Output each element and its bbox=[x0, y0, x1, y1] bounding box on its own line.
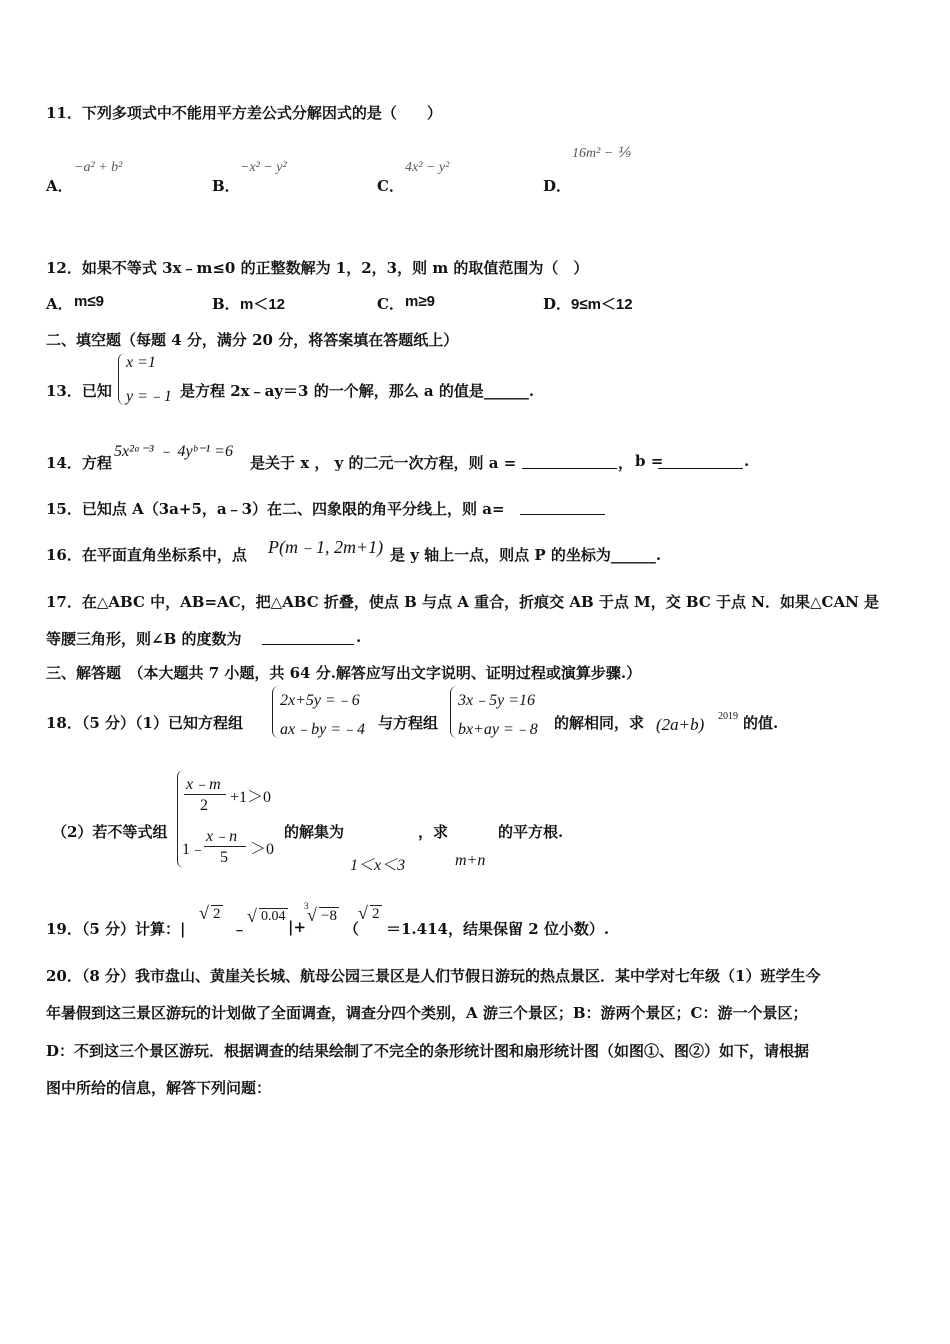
q11-option-d-label: D． bbox=[543, 177, 572, 195]
q18-ineq2-num: x﹣n bbox=[206, 828, 238, 845]
q12-option-c-expr: m≥9 bbox=[405, 293, 435, 310]
q15-blank[interactable] bbox=[520, 498, 605, 519]
q11-option-c-label: C． bbox=[377, 177, 404, 195]
q13-number: 13．已知 bbox=[46, 382, 112, 400]
q12-option-b-label: B． bbox=[212, 295, 240, 313]
q18-system1-eq1: 2x+5y =﹣6 bbox=[280, 692, 360, 709]
q19-cbrt-val: −8 bbox=[321, 908, 337, 924]
q19-sqrt004: 0.04 bbox=[261, 909, 286, 924]
q19-cbrt-index: 3 bbox=[304, 901, 309, 911]
q11-option-d-expr: 16m² − ⅑ bbox=[572, 146, 631, 161]
q19-cbrt-sign: √ bbox=[307, 905, 317, 925]
q11-option-a-label: A． bbox=[46, 177, 73, 195]
q12-option-d-expr: 9≤m＜12 bbox=[571, 296, 633, 313]
q18-solution-set: 1＜x＜3 bbox=[350, 857, 406, 874]
q19-minus: ﹣ bbox=[232, 920, 248, 938]
q13-eq2: y =﹣1 bbox=[126, 388, 172, 405]
q20-line1: 20．（8 分）我市盘山、黄崖关长城、航母公园三景区是人们节假日游玩的热点景区．某中学对七年级（1）班学生今 bbox=[46, 967, 821, 985]
q14-b-label: b = bbox=[635, 452, 664, 470]
q18-part2-label: （2）若不等式组 bbox=[52, 823, 168, 841]
q20-line2: 年暑假到这三景区游玩的计划做了全面调查，调查分四个类别，A 游三个景区；B：游两个景区；C：游一个景区； bbox=[46, 1004, 808, 1022]
q13-text: 是方程 2x﹣ay＝3 的一个解，那么 a 的值是______. bbox=[180, 382, 535, 400]
q19-number: 19．（5 分）计算：| bbox=[46, 920, 186, 938]
q19-abs-plus: |+ bbox=[288, 918, 307, 936]
q11-option-b-label: B． bbox=[212, 177, 240, 195]
q14-expr: 5x²ᵃ⁻³ ﹣ 4yᵇ⁻¹ =6 bbox=[114, 443, 233, 460]
q18-power-exp: 2019 bbox=[718, 711, 738, 722]
q20-line3: D：不到这三个景区游玩．根据调查的结果绘制了不完全的条形统计图和扇形统计图（如图①、图②）如下，请根据 bbox=[46, 1042, 810, 1060]
q12-stem: 12．如果不等式 3x﹣m≤0 的正整数解为 1，2，3，则 m 的取值范围为（ ） bbox=[46, 259, 589, 277]
q18-end-a: 的解相同，求 bbox=[554, 714, 645, 732]
q11-option-a-expr: −a² + b² bbox=[74, 160, 123, 175]
section-solve-heading: 三、解答题 （本大题共 7 小题，共 64 分.解答应写出文字说明、证明过程或演算步骤.） bbox=[46, 664, 642, 682]
q18-ineq2-pre: 1﹣ bbox=[182, 841, 207, 858]
q18-ineq2-den: 5 bbox=[220, 849, 228, 866]
q18-part2-end: 的平方根. bbox=[498, 823, 564, 841]
q18-part2-ask: ，求 bbox=[418, 823, 449, 841]
q12-option-a-label: A． bbox=[46, 295, 73, 313]
q19-sqrt-sign-3: √ bbox=[358, 903, 368, 923]
q18-number: 18．（5 分）（1）已知方程组 bbox=[46, 714, 243, 732]
q18-power-base: (2a+b) bbox=[656, 715, 705, 734]
q17-line2: 等腰三角形，则∠B 的度数为 bbox=[46, 630, 242, 648]
q12-option-b-expr: m＜12 bbox=[240, 296, 286, 313]
q14-mid: 是关于 x ， y 的二元一次方程，则 a = bbox=[250, 454, 517, 472]
q16-text: 是 y 轴上一点，则点 P 的坐标为______. bbox=[390, 546, 662, 564]
q18-ineq1-rest: +1＞0 bbox=[230, 789, 272, 806]
q14-number: 14．方程 bbox=[46, 454, 112, 472]
q12-option-c-label: C． bbox=[377, 295, 404, 313]
q14-blank-a[interactable] bbox=[522, 452, 617, 473]
q14-sep: ， bbox=[618, 454, 634, 472]
q16-point: P(m﹣1, 2m+1) bbox=[268, 537, 384, 557]
q11-option-c-expr: 4x² − y² bbox=[405, 160, 450, 175]
q13-brace bbox=[118, 353, 125, 405]
q16-number: 16．在平面直角坐标系中，点 bbox=[46, 546, 247, 564]
q18-system2-eq1: 3x﹣5y =16 bbox=[458, 692, 536, 709]
q13-eq1: x =1 bbox=[126, 354, 156, 371]
q19-note-val: 2 bbox=[372, 906, 380, 922]
q11-option-b-expr: −x² − y² bbox=[240, 160, 287, 175]
q19-sqrt2: 2 bbox=[213, 906, 221, 922]
q18-system2-brace bbox=[450, 686, 457, 738]
q19-sqrt-sign-1: √ bbox=[199, 903, 209, 923]
q11-stem: 11．下列多项式中不能用平方差公式分解因式的是（ ） bbox=[46, 104, 442, 122]
q18-part2-mid: 的解集为 bbox=[284, 823, 345, 841]
q17-blank[interactable] bbox=[262, 628, 354, 649]
q18-system1-brace bbox=[272, 686, 279, 738]
q20-line4: 图中所给的信息，解答下列问题： bbox=[46, 1079, 272, 1097]
q12-option-a-expr: m≤9 bbox=[74, 293, 104, 310]
q12-option-d-label: D． bbox=[543, 295, 572, 313]
section-fill-in-heading: 二、填空题（每题 4 分，满分 20 分，将答案填在答题纸上） bbox=[46, 331, 459, 349]
q17-line1: 17．在△ABC 中，AB=AC，把△ABC 折叠，使点 B 与点 A 重合，折痕交 AB 于点 M，交 BC 于点 N．如果△CAN 是 bbox=[46, 593, 880, 611]
q18-system1-eq2: ax﹣by =﹣4 bbox=[280, 721, 366, 738]
q14-end: . bbox=[744, 452, 750, 470]
q17-period: . bbox=[356, 628, 362, 646]
q18-system2-eq2: bx+ay =﹣8 bbox=[458, 721, 538, 738]
q19-paren: （ bbox=[344, 920, 360, 938]
q18-mid: 与方程组 bbox=[378, 714, 439, 732]
q18-ineq1-bar bbox=[184, 794, 226, 795]
q18-ineq1-num: x﹣m bbox=[186, 776, 221, 793]
q14-blank-b[interactable] bbox=[658, 452, 743, 473]
q18-ineq2-rest: ＞0 bbox=[250, 841, 275, 858]
q15-text: 15．已知点 A（3a+5，a﹣3）在二、四象限的角平分线上，则 a= bbox=[46, 500, 505, 518]
q19-note: ＝1.414，结果保留 2 位小数）. bbox=[386, 920, 610, 938]
q18-ineq1-den: 2 bbox=[200, 797, 208, 814]
q18-end-b: 的值. bbox=[743, 714, 779, 732]
q18-ineq2-bar bbox=[204, 846, 246, 847]
q18-target: m+n bbox=[455, 852, 486, 869]
q19-sqrt-sign-2: √ bbox=[247, 906, 257, 926]
